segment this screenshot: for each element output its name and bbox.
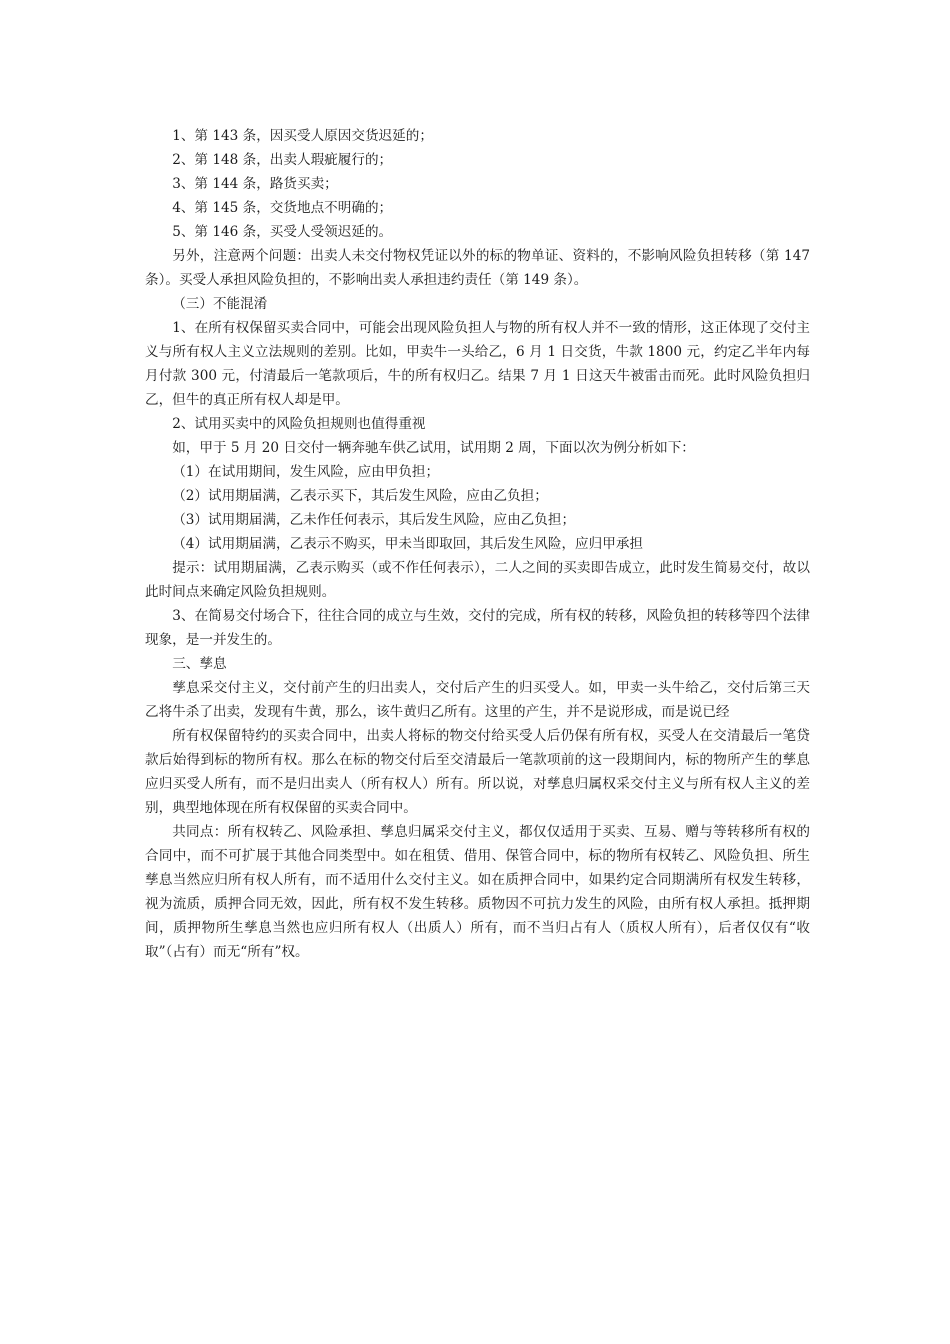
section-heading-do-not-confuse: （三）不能混淆: [172, 296, 268, 312]
paragraph-trial-sale-example: 如，甲于 5 月 20 日交付一辆奔驰车供乙试用，试用期 2 周，下面以次为例分析如下：: [172, 440, 695, 456]
paragraph-common-points: 共同点：所有权转乙、风险承担、孳息归属采交付主义，都仅仅适用于买卖、互易、赠与等转移所有权的合同中，而不可扩展于其他合同类型中。如在租赁、借用、保管合同中，标的物所有权转乙、风险负担、所生孳息当然应归所有权人所有，而不适用什么交付主义。如在质押合同中，如果约定合同期满所有权发生转移，视为流质，质押合同无效，因此，所有权不发生转移。质物因不可抗力发生的风险，由所有权人承担。抵押期间，质押物所生孳息当然也应归所有权人（出质人）所有，而不当归占有人（质权人所有），后者仅仅有“收取”（占有）而无“所有”权。: [145, 824, 810, 960]
list-item-trial-2: （2）试用期届满，乙表示买下，其后发生风险，应由乙负担；: [172, 488, 548, 504]
list-item-trial-4: （4）试用期届满，乙表示不购买，甲未当即取回，其后发生风险，应归甲承担: [172, 536, 644, 552]
section-heading-fruits: 三、孳息: [172, 656, 227, 672]
note-paragraph: 另外，注意两个问题：出卖人未交付物权凭证以外的标的物单证、资料的，不影响风险负担转移（第 147 条）。买受人承担风险负担的，不影响出卖人承担违约责任（第 149 条）。: [145, 248, 810, 288]
paragraph-fruits-retention: 所有权保留特约的买卖合同中，出卖人将标的物交付给买受人后仍保有所有权，买受人在交清最后一笔贷款后始得到标的物所有权。那么在标的物交付后至交清最后一笔款项前的这一段期间内，标的物所产生的孳息应归买受人所有，而不是归出卖人（所有权人）所有。所以说，对孳息归属权采交付主义与所有权人主义的差别，典型地体现在所有权保留的买卖合同中。: [145, 728, 810, 816]
list-item-article-148: 2、第 148 条，出卖人瑕疵履行的；: [172, 152, 393, 168]
list-item-trial-3: （3）试用期届满，乙未作任何表示，其后发生风险，应由乙负担；: [172, 512, 576, 528]
list-item-article-144: 3、第 144 条，路货买卖；: [172, 176, 338, 192]
paragraph-simple-delivery: 3、在简易交付场合下，往往合同的成立与生效，交付的完成，所有权的转移，风险负担的转移等四个法律现象，是一并发生的。: [145, 608, 810, 648]
list-item-article-146: 5、第 146 条，买受人受领迟延的。: [172, 224, 393, 240]
list-item-article-143: 1、第 143 条，因买受人原因交货迟延的；: [172, 128, 433, 144]
paragraph-fruits-delivery: 孳息采交付主义，交付前产生的归出卖人，交付后产生的归买受人。如，甲卖一头牛给乙，交付后第三天乙将牛杀了出卖，发现有牛黄，那么，该牛黄归乙所有。这里的产生，并不是说形成，而是说已经: [145, 680, 810, 720]
list-item-article-145: 4、第 145 条，交货地点不明确的；: [172, 200, 393, 216]
paragraph-trial-sale-heading: 2、试用买卖中的风险负担规则也值得重视: [172, 416, 426, 432]
paragraph-hint: 提示：试用期届满，乙表示购买（或不作任何表示），二人之间的买卖即告成立，此时发生简易交付，故以此时间点来确定风险负担规则。: [145, 560, 810, 600]
list-item-trial-1: （1）在试用期间，发生风险，应由甲负担；: [172, 464, 440, 480]
paragraph-ownership-retention: 1、在所有权保留买卖合同中，可能会出现风险负担人与物的所有权人并不一致的情形，这正体现了交付主义与所有权人主义立法规则的差别。比如，甲卖牛一头给乙，6 月 1 日交货，牛款 1800 元，约定乙半年内每月付款 300 元，付清最后一笔款项后，牛的所有权归乙。结果 7 月 1 日这天牛被雷击而死。此时风险负担归乙，但牛的真正所有权人却是甲。: [145, 320, 810, 408]
document-body: [145, 124, 810, 964]
